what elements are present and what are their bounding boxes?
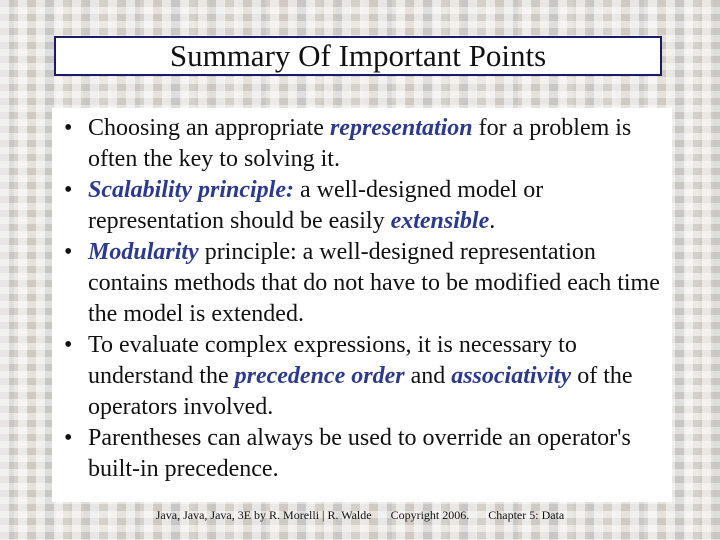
bullet-icon: • (64, 425, 73, 451)
bullet-emphasis: Scalability principle: (88, 177, 294, 203)
bullet-item (60, 113, 664, 175)
footer-chapter: Chapter 5: Data (488, 508, 565, 522)
bullet-text: for a problem is often the key to solving it. (88, 115, 632, 172)
bullet-text: of the operators involved. (88, 363, 633, 420)
bullet-text: a well-designed model or representation should be easily (88, 177, 544, 234)
footer (0, 508, 720, 523)
bullet-icon: • (64, 332, 73, 358)
bullet-item (60, 423, 664, 485)
bullet-item (60, 175, 664, 237)
bullet-item (60, 330, 664, 423)
bullet-text: . (489, 208, 496, 234)
bullet-emphasis: Modularity (88, 239, 199, 265)
footer-book: Java, Java, Java, 3E by R. Morelli | R. Walde (155, 508, 372, 522)
bullet-text: principle: a well-designed representation contains methods that do not have to be modified each time the model is extended. (88, 239, 660, 327)
bullet-emphasis: representation (329, 115, 473, 141)
slide-title: Summary Of Important Points (169, 38, 547, 73)
bullet-text: Parentheses can always be used to override an operator's built-in precedence. (88, 425, 631, 482)
bullet-emphasis: associativity (451, 363, 572, 389)
bullet-text: To evaluate complex expressions, it is necessary to understand the (88, 332, 577, 389)
title-box (54, 36, 662, 76)
bullet-icon: • (64, 115, 73, 141)
bullet-item (60, 237, 664, 330)
bullet-text: and (404, 363, 452, 389)
content-box (52, 108, 672, 502)
bullet-emphasis: extensible (390, 208, 490, 234)
bullet-emphasis: precedence order (234, 363, 405, 389)
bullet-icon: • (64, 177, 73, 203)
bullet-text: Choosing an appropriate (88, 115, 330, 141)
bullet-list (60, 113, 664, 485)
bullet-icon: • (64, 239, 73, 265)
footer-copyright: Copyright 2006. (390, 508, 470, 522)
